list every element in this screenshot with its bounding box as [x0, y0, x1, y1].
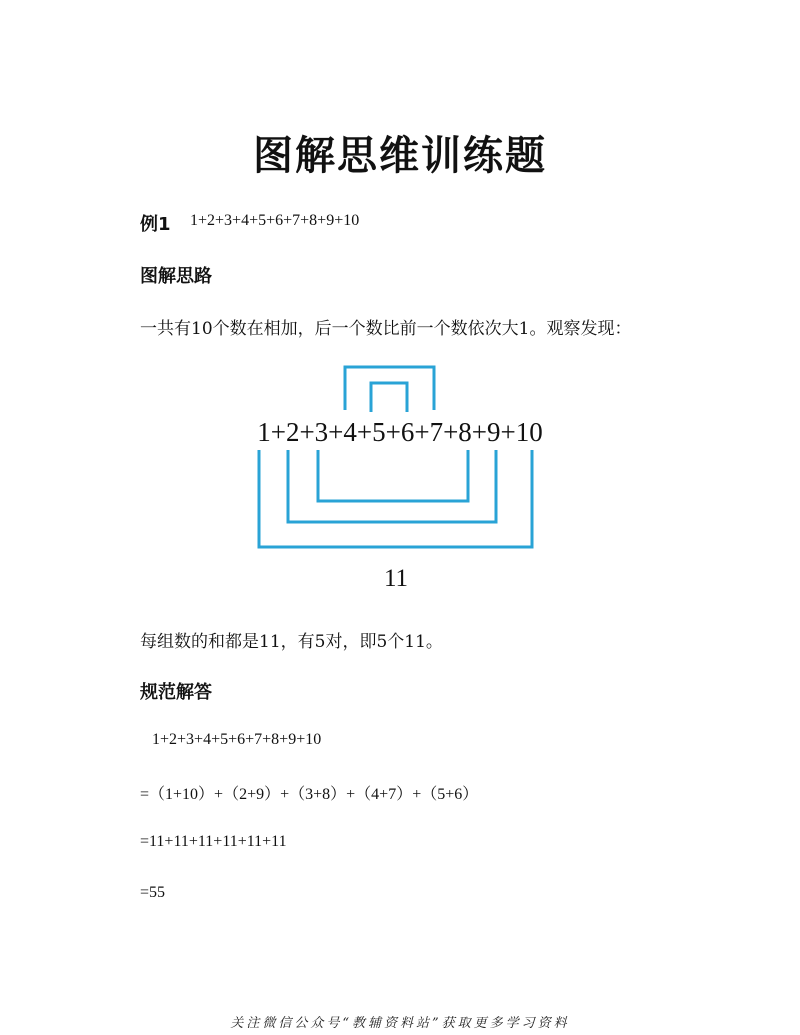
solution-line-2: =（1+10）+（2+9）+（3+8）+（4+7）+（5+6） — [140, 786, 479, 803]
observation-paragraph: 每组数的和都是11，有5对，即5个11。 — [140, 632, 443, 652]
bracket-5-6 — [371, 383, 407, 412]
solution-line-4: =55 — [140, 884, 166, 901]
bracket-3-8 — [318, 450, 468, 501]
bracket-1-10 — [259, 450, 532, 547]
example-label: 例1 — [140, 214, 171, 235]
footer-note: 关注微信公众号“教辅资料站”获取更多学习资料 — [230, 1016, 570, 1031]
intro-paragraph: 一共有10个数在相加，后一个数比前一个数依次大1。观察发现： — [140, 319, 632, 339]
solution-line-3: =11+11+11+11+11+11 — [140, 833, 287, 850]
diagram-sum-label: 11 — [383, 565, 409, 592]
bottom-brackets — [259, 450, 532, 547]
diagram-expression: 1+2+3+4+5+6+7+8+9+10 — [257, 417, 543, 447]
page-title: 图解思维训练题 — [253, 133, 547, 179]
analysis-heading: 图解思路 — [140, 266, 212, 287]
solution-heading: 规范解答 — [140, 682, 212, 703]
solution-line-1: 1+2+3+4+5+6+7+8+9+10 — [152, 731, 322, 748]
example-expression: 1+2+3+4+5+6+7+8+9+10 — [190, 212, 360, 229]
pairing-diagram — [0, 350, 800, 600]
bracket-4-7 — [345, 367, 434, 410]
top-brackets — [345, 367, 434, 412]
